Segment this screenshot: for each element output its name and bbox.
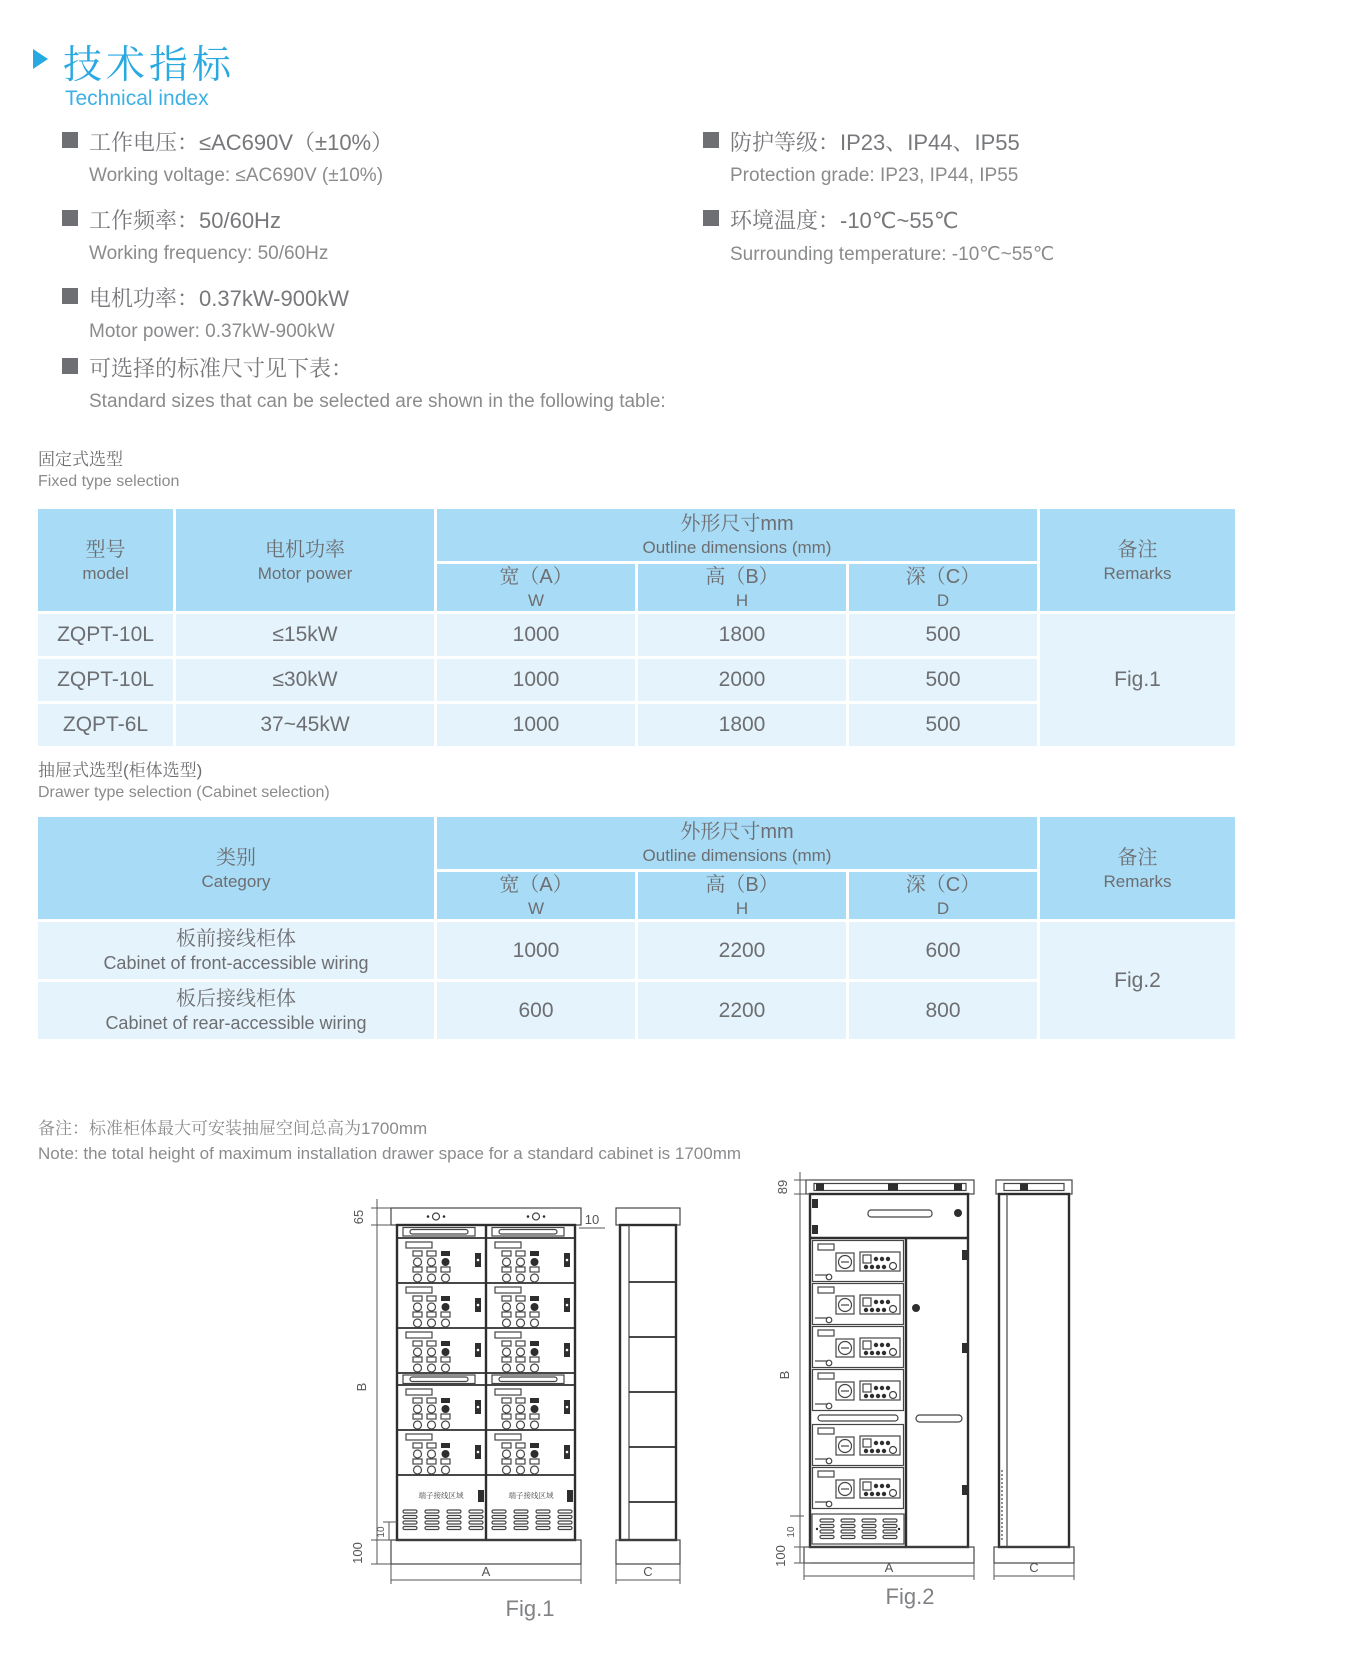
terminal-area-label: 端子接线区域 (418, 1491, 464, 1500)
spec-text-zh: 工作频率：50/60Hz (89, 208, 281, 233)
spec-text-zh: 防护等级：IP23、IP44、IP55 (730, 130, 1020, 155)
cell-height: 2200 (638, 922, 846, 979)
fig1-front-view (391, 1208, 581, 1564)
spec-text-en: Working frequency: 50/60Hz (89, 243, 329, 264)
fixed-section-label-en: Fixed type selection (38, 473, 180, 490)
fixed-section-label-zh: 固定式选型 (38, 450, 123, 469)
fig1-caption: Fig.1 (505, 1596, 555, 1621)
col-header-height: 高（B） H (638, 872, 846, 919)
col-header-width: 宽（A） W (437, 564, 635, 611)
cell-model: ZQPT-6L (38, 704, 173, 746)
dim-label-89: 89 (775, 1179, 790, 1195)
drawer-type-table (35, 814, 1238, 1042)
bullet-square-icon (62, 132, 78, 148)
spec-item (62, 204, 682, 235)
spec-text-zh: 电机功率：0.37kW-900kW (89, 286, 349, 311)
cell-power: ≤30kW (176, 659, 434, 701)
dim-label-C: C (643, 1564, 653, 1579)
spec-list-left (62, 126, 682, 360)
terminal-area-label: 端子接线区域 (508, 1491, 554, 1500)
cell-width: 1000 (437, 922, 635, 979)
cell-power: 37~45kW (176, 704, 434, 746)
spec-item (703, 204, 1323, 235)
dim-label-10: 10 (786, 1526, 797, 1538)
col-header-outline-dimensions: 外形尺寸mm Outline dimensions (mm) (437, 817, 1037, 869)
table-row (38, 614, 1235, 656)
cell-category: 板后接线柜体 Cabinet of rear-accessible wiring (38, 982, 434, 1039)
note-en: Note: the total height of maximum installation drawer space for a standard cabinet is 1700mm (38, 1144, 742, 1163)
cell-depth: 500 (849, 659, 1037, 701)
drawer-section-label-en: Drawer type selection (Cabinet selection) (38, 784, 330, 801)
spec-text-en: Working voltage: ≤AC690V (±10%) (89, 165, 384, 186)
fig2-front-view (804, 1180, 974, 1563)
dim-label-A: A (884, 1560, 894, 1575)
page-subtitle: Technical index (65, 87, 209, 110)
cell-height: 1800 (638, 614, 846, 656)
spec-item (62, 282, 682, 313)
cell-width: 600 (437, 982, 635, 1039)
cell-depth: 500 (849, 614, 1037, 656)
fixed-type-table (35, 506, 1238, 749)
cell-height: 1800 (638, 704, 846, 746)
spec-item (62, 352, 962, 383)
bullet-square-icon (703, 132, 719, 148)
col-header-depth: 深（C） D (849, 872, 1037, 919)
spec-text-en: Motor power: 0.37kW-900kW (89, 321, 335, 342)
cell-height: 2000 (638, 659, 846, 701)
note-zh: 备注：标准柜体最大可安装抽屉空间总高为1700mm (38, 1119, 428, 1138)
spec-text-zh: 工作电压：≤AC690V（±10%） (89, 130, 394, 155)
cell-depth: 500 (849, 704, 1037, 746)
fig2-caption: Fig.2 (885, 1584, 935, 1609)
spec-list-full (62, 352, 962, 430)
cell-height: 2200 (638, 982, 846, 1039)
page-title: 技术指标 (63, 44, 236, 87)
dim-label-B: B (354, 1382, 369, 1392)
fig2-drawing (720, 1140, 1080, 1610)
drawer-section-label-zh: 抽屉式选型(柜体选型) (38, 761, 203, 780)
spec-text-en: Standard sizes that can be selected are shown in the following table: (89, 391, 666, 412)
spec-text-zh: 可选择的标准尺寸见下表： (89, 356, 354, 381)
dim-label-10-top: 10 (584, 1212, 600, 1227)
dim-label-10-bottom: 10 (376, 1526, 387, 1538)
dim-label-A: A (481, 1564, 491, 1579)
fig1-side-view (616, 1208, 680, 1564)
col-header-remarks: 备注 Remarks (1040, 817, 1235, 919)
col-header-model: 型号 model (38, 509, 173, 611)
cell-width: 1000 (437, 659, 635, 701)
spec-text-en: Protection grade: IP23, IP44, IP55 (730, 165, 1019, 186)
dim-label-C: C (1029, 1560, 1039, 1575)
bullet-square-icon (703, 210, 719, 226)
spec-item (703, 126, 1323, 157)
cell-depth: 600 (849, 922, 1037, 979)
spec-text-zh: 环境温度：-10℃~55℃ (730, 208, 959, 233)
bullet-square-icon (62, 288, 78, 304)
col-header-remarks: 备注 Remarks (1040, 509, 1235, 611)
col-header-motor-power: 电机功率 Motor power (176, 509, 434, 611)
table-row (38, 922, 1235, 979)
col-header-depth: 深（C） D (849, 564, 1037, 611)
bullet-square-icon (62, 210, 78, 226)
cell-depth: 800 (849, 982, 1037, 1039)
spec-item (62, 126, 682, 157)
dim-label-100: 100 (350, 1542, 365, 1564)
cell-model: ZQPT-10L (38, 614, 173, 656)
col-header-width: 宽（A） W (437, 872, 635, 919)
fig1-drawing (335, 1192, 695, 1632)
spec-list-right (703, 126, 1323, 283)
cell-category: 板前接线柜体 Cabinet of front-accessible wiring (38, 922, 434, 979)
bullet-square-icon (62, 358, 78, 374)
dim-label-B: B (777, 1370, 792, 1380)
col-header-outline-dimensions: 外形尺寸mm Outline dimensions (mm) (437, 509, 1037, 561)
cell-model: ZQPT-10L (38, 659, 173, 701)
fig2-side-view (994, 1180, 1074, 1563)
spec-text-en: Surrounding temperature: -10℃~55℃ (730, 244, 1055, 265)
cell-width: 1000 (437, 614, 635, 656)
dim-label-65: 65 (351, 1209, 366, 1225)
col-header-height: 高（B） H (638, 564, 846, 611)
cell-power: ≤15kW (176, 614, 434, 656)
cell-remarks: Fig.1 (1040, 614, 1235, 746)
section-arrow-icon (33, 49, 48, 69)
col-header-category: 类别 Category (38, 817, 434, 919)
cell-remarks: Fig.2 (1040, 922, 1235, 1039)
dim-label-100: 100 (773, 1545, 788, 1567)
cell-width: 1000 (437, 704, 635, 746)
